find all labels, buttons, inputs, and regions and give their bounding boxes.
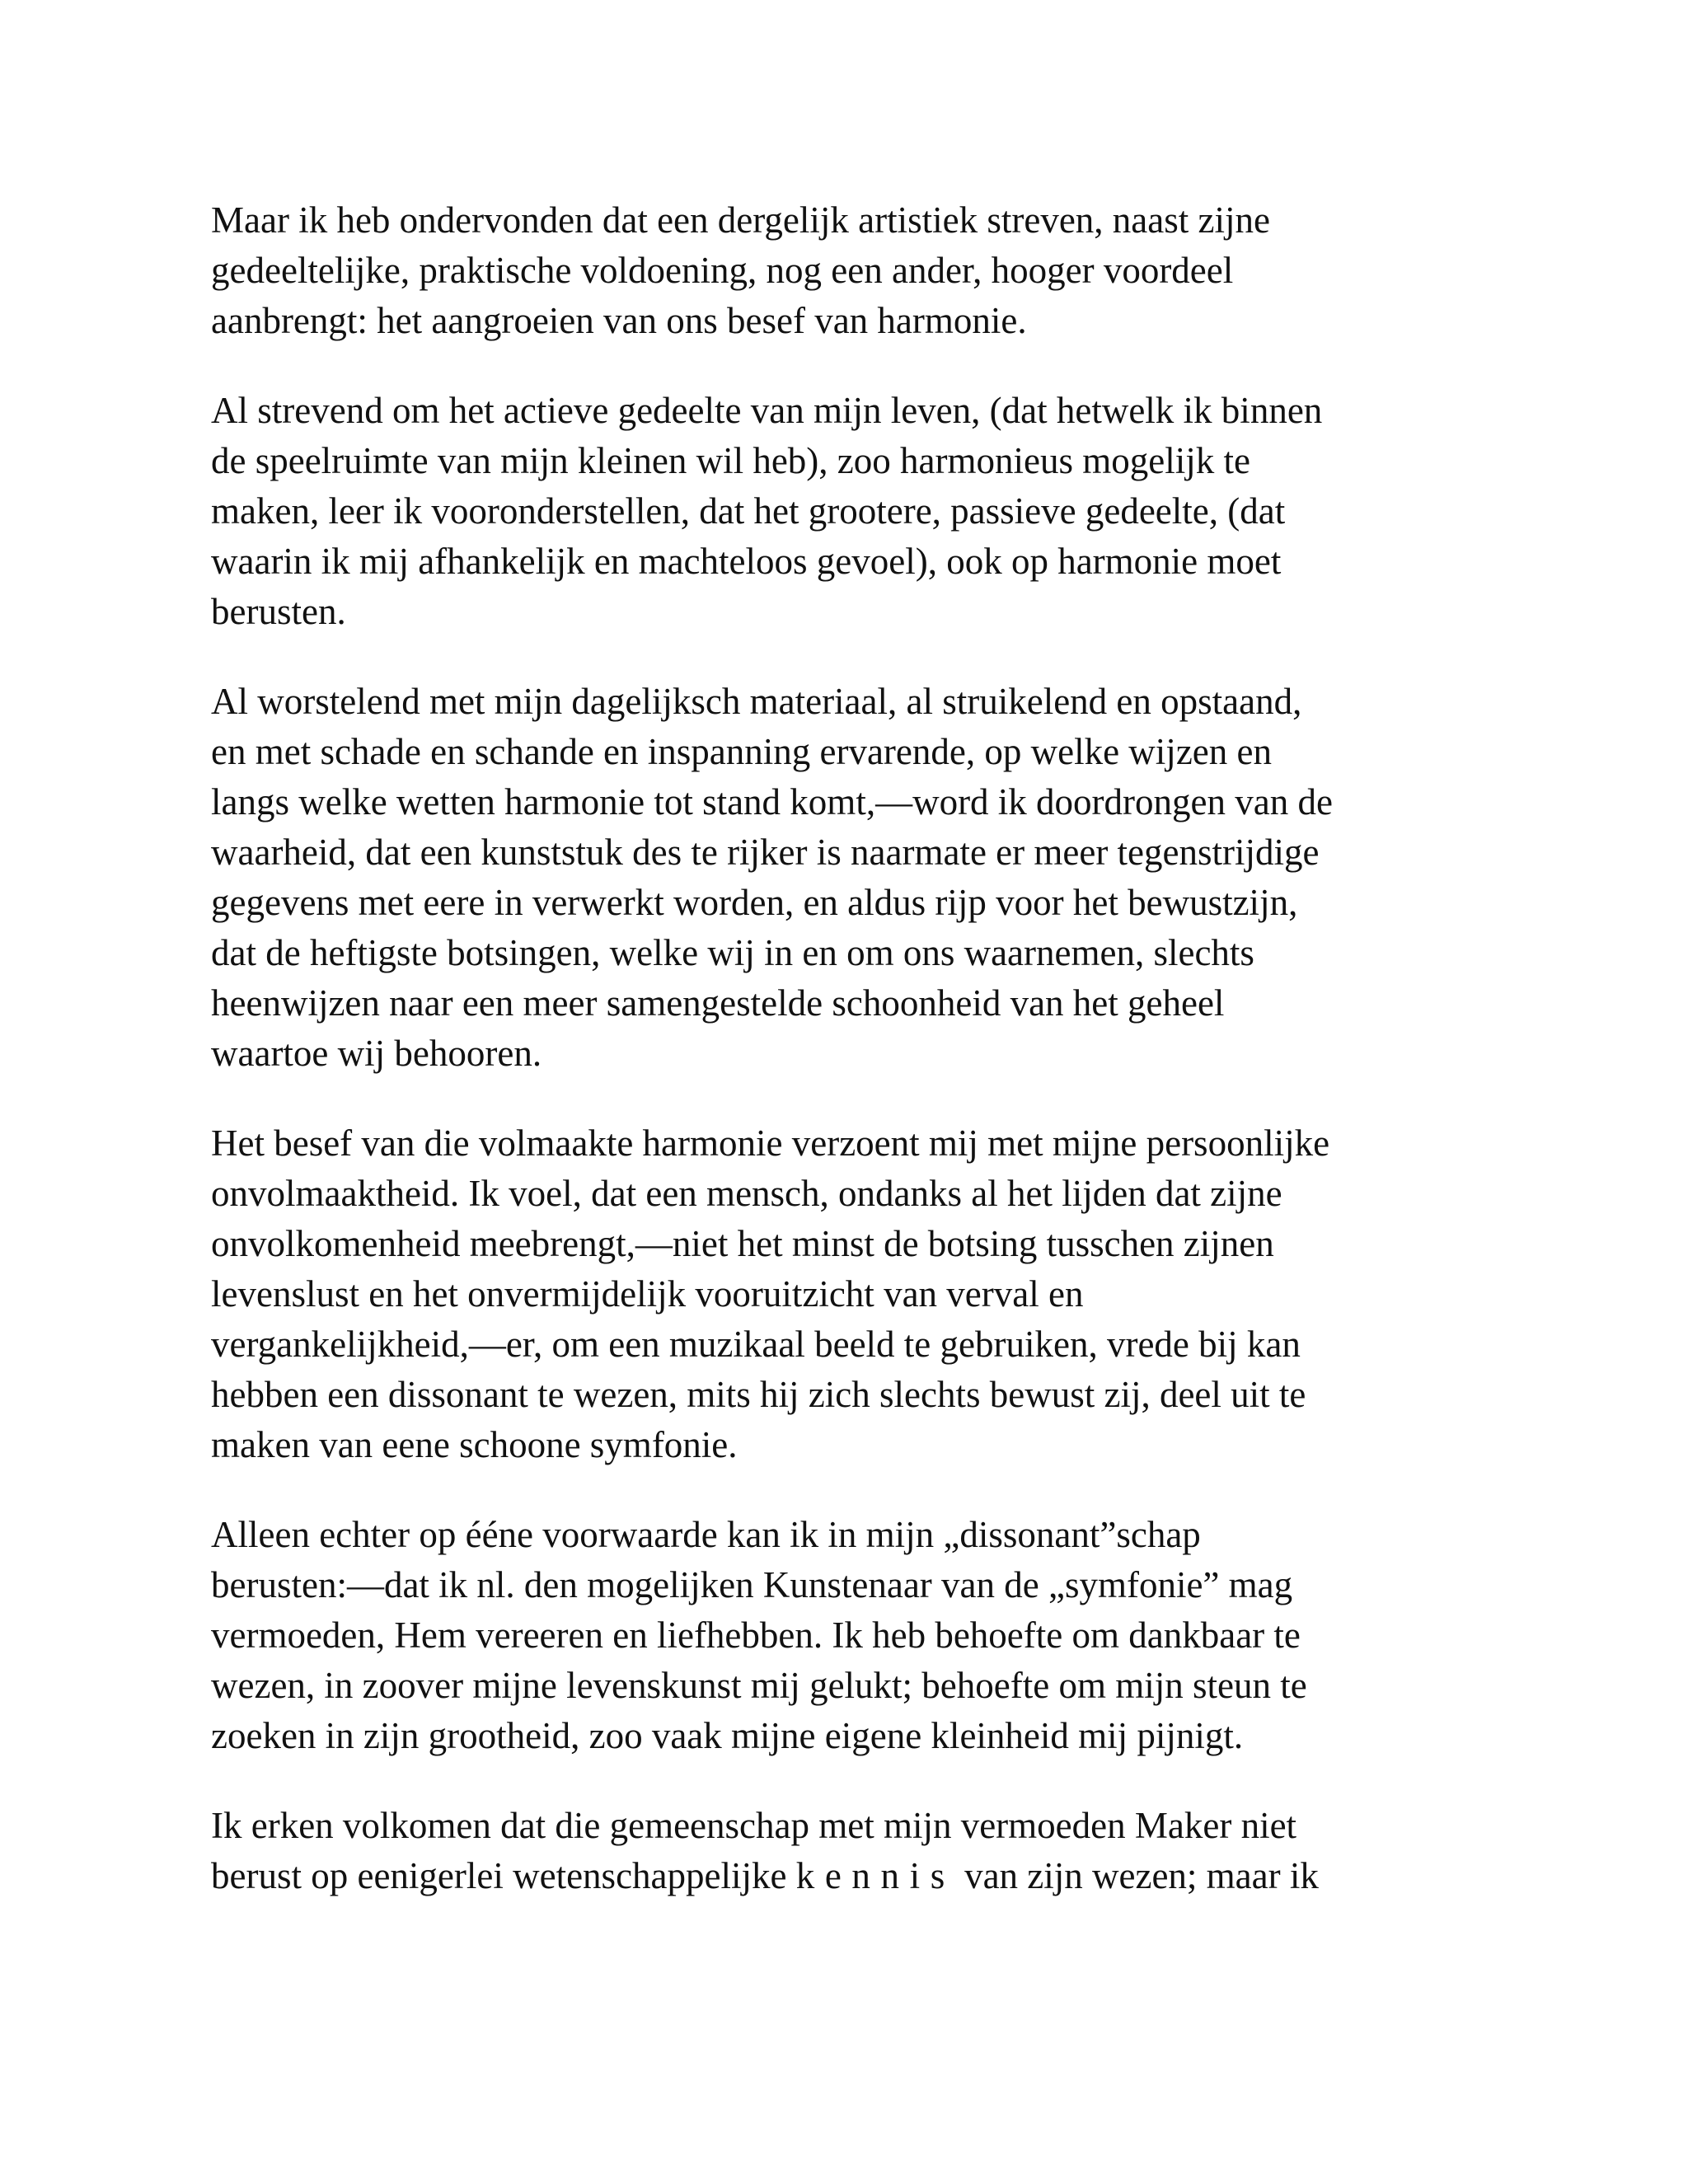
text-line: maken, leer ik vooronderstellen, dat het grootere, passieve gedeelte, (dat	[211, 490, 1286, 532]
text-column	[211, 195, 1497, 1941]
spaced-emphasis-word: kennis	[795, 1855, 955, 1896]
text-line: onvolmaaktheid. Ik voel, dat een mensch, ondanks al het lijden dat zijne	[211, 1173, 1282, 1214]
text-fragment: van zijn wezen; maar ik	[954, 1855, 1319, 1896]
text-line: Al strevend om het actieve gedeelte van mijn leven, (dat hetwelk ik binnen	[211, 390, 1323, 431]
text-line: vermoeden, Hem vereeren en liefhebben. Ik heb behoefte om dankbaar te	[211, 1615, 1301, 1656]
text-line: onvolkomenheid meebrengt,—niet het minst de botsing tusschen zijnen	[211, 1223, 1274, 1264]
text-line: berusten:—dat ik nl. den mogelijken Kunstenaar van de „symfonie” mag	[211, 1564, 1293, 1605]
paragraph-1	[211, 195, 1497, 346]
text-line: heenwijzen naar een meer samengestelde schoonheid van het geheel	[211, 982, 1225, 1024]
text-line: waartoe wij behooren.	[211, 1033, 542, 1074]
text-line	[211, 1851, 1497, 1901]
text-line: Het besef van die volmaakte harmonie verzoent mij met mijne persoonlijke	[211, 1122, 1330, 1164]
paragraph-3	[211, 677, 1497, 1079]
text-line: aanbrengt: het aangroeien van ons besef van harmonie.	[211, 300, 1027, 341]
text-line: waarheid, dat een kunststuk des te rijker is naarmate er meer tegenstrijdige	[211, 832, 1320, 873]
text-line: zoeken in zijn grootheid, zoo vaak mijne eigene kleinheid mij pijnigt.	[211, 1715, 1244, 1756]
paragraph-4	[211, 1118, 1497, 1470]
text-line: hebben een dissonant te wezen, mits hij zich slechts bewust zij, deel uit te	[211, 1374, 1306, 1415]
text-line: gegevens met eere in verwerkt worden, en aldus rijp voor het bewustzijn,	[211, 882, 1298, 923]
text-line: gedeeltelijke, praktische voldoening, nog een ander, hooger voordeel	[211, 250, 1234, 291]
text-line: berusten.	[211, 591, 346, 632]
text-line: waarin ik mij afhankelijk en machteloos gevoel), ook op harmonie moet	[211, 541, 1282, 582]
text-line: Al worstelend met mijn dagelijksch materiaal, al struikelend en opstaand,	[211, 681, 1302, 722]
text-line: en met schade en schande en inspanning ervarende, op welke wijzen en	[211, 731, 1272, 772]
text-line: vergankelijkheid,—er, om een muzikaal beeld te gebruiken, vrede bij kan	[211, 1324, 1301, 1365]
text-fragment: berust op eenigerlei wetenschappelijke	[211, 1855, 796, 1896]
text-line: levenslust en het onvermijdelijk vooruitzicht van verval en	[211, 1273, 1084, 1315]
paragraph-2	[211, 386, 1497, 637]
text-line: langs welke wetten harmonie tot stand komt,—word ik doordrongen van de	[211, 781, 1333, 823]
text-line: Alleen echter op ééne voorwaarde kan ik in mijn „dissonant”schap	[211, 1514, 1201, 1555]
text-line: Ik erken volkomen dat die gemeenschap met mijn vermoeden Maker niet	[211, 1805, 1297, 1846]
text-line: dat de heftigste botsingen, welke wij in en om ons waarnemen, slechts	[211, 932, 1254, 973]
text-line: wezen, in zoover mijne levenskunst mij gelukt; behoefte om mijn steun te	[211, 1665, 1307, 1706]
paragraph-5	[211, 1510, 1497, 1761]
text-line: maken van eene schoone symfonie.	[211, 1424, 738, 1465]
paragraph-6	[211, 1801, 1497, 1901]
text-line: Maar ik heb ondervonden dat een dergelijk artistiek streven, naast zijne	[211, 199, 1270, 241]
text-line: de speelruimte van mijn kleinen wil heb), zoo harmonieus mogelijk te	[211, 440, 1250, 481]
